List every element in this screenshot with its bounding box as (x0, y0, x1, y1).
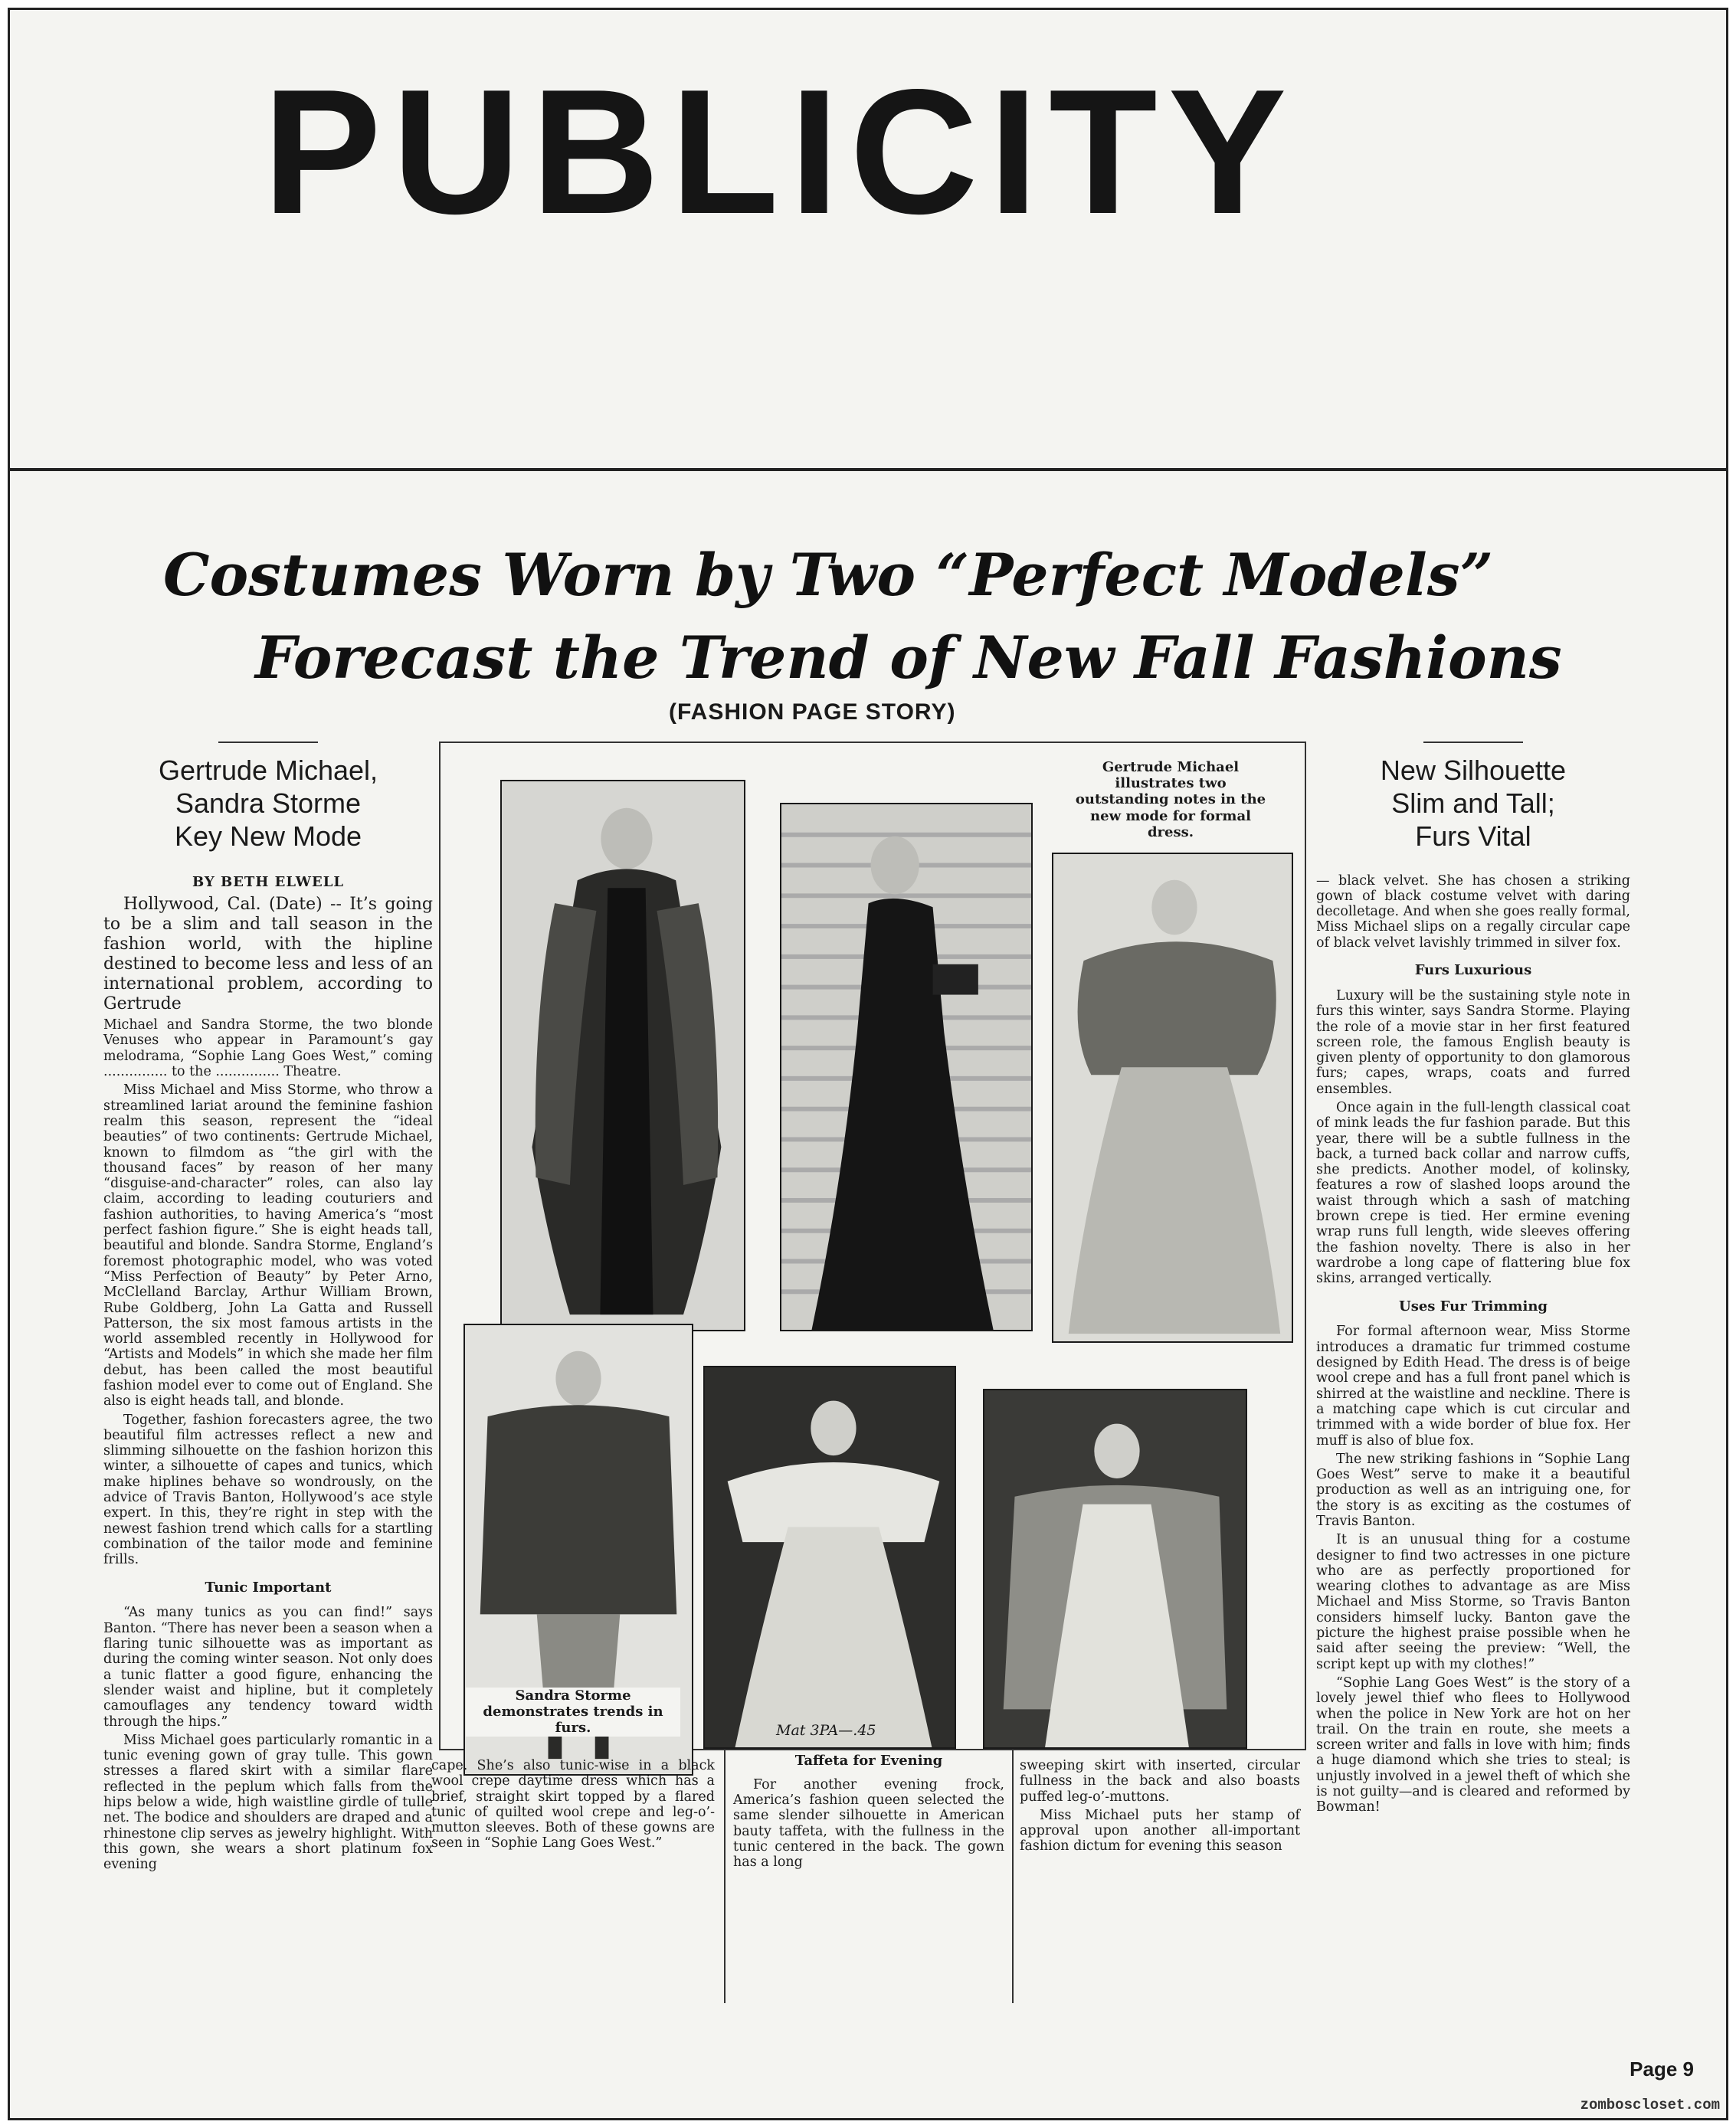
right-paragraph-2: Luxury will be the sustaining style note in furs this winter, says Sandra Storme. Playing the role of a movie star in her first featured screen role, the famous English beauty is given plenty of opportunity to don glamorous furs; capes, wraps, coats and furred ensembles. (1316, 987, 1630, 1097)
caption-sandra: Sandra Storme demonstrates trends in furs. (466, 1688, 680, 1737)
left-paragraph-1: Michael and Sandra Storme, the two blonde Venuses who appear in Paramount’s gay melodrama, “Sophie Lang Goes West,” coming ............... to the ............... Theatre. (103, 1017, 433, 1080)
story-tag: (FASHION PAGE STORY) (669, 699, 956, 725)
right-paragraph-3: Once again in the full-length classical coat of mink leads the fur fashion parade. But this year, there will be a subtle fullness in the back, a turned back collar and narrow cuffs, she predicts. Another model, of kolinsky, features a row of slashed loops around the waist through which a sash of matching brown crepe is tied. Her ermine evening wrap runs full length, wide sleeves offering the fashion novelty. There is also in her wardrobe a long cape of flattering blue fox skins, arranged vertically. (1316, 1100, 1630, 1287)
photo-frame-top-rule (439, 742, 1306, 743)
page-number: Page 9 (1630, 2058, 1694, 2081)
bottom-column-3 (1020, 1758, 1300, 2003)
left-kicker-line-1: Gertrude Michael, (158, 755, 378, 786)
right-kicker-line-3: Furs Vital (1415, 820, 1531, 853)
headline-line-1: Costumes Worn by Two “Perfect Models” (163, 541, 1494, 609)
subhead-furs-luxurious: Furs Luxurious (1414, 962, 1532, 979)
watermark: zomboscloset.com (1580, 2097, 1720, 2113)
left-paragraph-5: Miss Michael goes particularly romantic in a tunic evening gown of gray tulle. This gown stresses a flared skirt with a similar flare reflected in the peplum which falls from the hips below a wide, high waistline girdle of tulle net. The bodice and shoulders are draped and a rhinestone clip serves as jewelry highlight. With this gown, she wears a short platinum fox evening (103, 1732, 433, 1873)
left-kicker-line-3: Key New Mode (174, 820, 362, 853)
publicity-page (8, 8, 1728, 2120)
masthead-title: PUBLICITY (263, 53, 1298, 251)
left-paragraph-3: Together, fashion forecasters agree, the two beautiful film actresses reflect a new and slimming silhouette on the fashion horizon this winter, a silhouette of capes and tunics, which make hiplines behave so wondrously, on the advice of Travis Banton, Hollywood’s ace style expert. In this, they’re right in step with the newest fashion trend which calls for a startling combination of the tailor mode and feminine frills. (103, 1412, 433, 1568)
subhead-tunic-important: Tunic Important (205, 1579, 332, 1596)
left-column (103, 742, 433, 1873)
mat-label: Mat 3PA—.45 (776, 1722, 876, 1739)
bottom-paragraph-3: sweeping skirt with inserted, circular fullness in the back and also boasts puffed leg-o’-muttons. (1020, 1758, 1300, 1805)
masthead (10, 10, 1726, 468)
photo-sandra-white-gown (703, 1366, 956, 1749)
subhead-taffeta-for-evening: Taffeta for Evening (794, 1753, 943, 1769)
byline: BY BETH ELWELL (192, 873, 345, 890)
photo-gertrude-black-gown (780, 803, 1033, 1331)
right-paragraph-7: “Sophie Lang Goes West” is the story of a lovely jewel thief who flees to Hollywood when the police in New York are hot on her trail. On the train en route, she meets a screen writer and falls in love with him; finds a huge diamond which she tries to steal; is unjustly involved in a jewel theft of which she is not guilty—and is cleared and reformed by Bowman! (1316, 1675, 1630, 1815)
headline-line-2: Forecast the Trend of New Fall Fashions (255, 624, 1562, 692)
bottom-paragraph-1: cape. She’s also tunic-wise in a black wool crepe daytime dress which has a brief, straight skirt topped by a flared tunic of quilted wool crepe and leg-o’-mutton sleeves. Both of these gowns are seen in “Sophie Lang Goes West.” (431, 1758, 715, 1851)
left-paragraph-2: Miss Michael and Miss Storme, who throw a streamlined lariat around the feminine fashion realm this season, represent the “ideal beauties” of two continents: Gertrude Michael, known to filmdom as “the girl with the thousand faces” by reason of her many “disguise-and-character” roles, can also lay claim, according to leading couturiers and fashion authorities, to having America’s “most perfect fashion figure.” She is eight heads tall, beautiful and blonde. Sandra Storme, England’s foremost photographic model, who was voted “Miss Perfection of Beauty” by Peter Arno, McClelland Barclay, Arthur William Brown, Rube Goldberg, John La Gatta and Russell Patterson, the six most famous artists in the world assembled recently in Hollywood for “Artists and Models” in which she made her film debut, has been called the most beautiful fashion model ever to come out of England. She also is eight heads tall, and blonde. (103, 1082, 433, 1409)
left-paragraph-4: “As many tunics as you can find!” says Banton. “There has never been a season when a flaring tunic silhouette was as important as during the coming winter season. Not only does a tunic flatter a good figure, enhancing the slender waist and hipline, but it completely camouflages any tendency toward width through the hips.” (103, 1605, 433, 1730)
left-kicker-rule (218, 742, 318, 743)
bottom-paragraph-4: Miss Michael puts her stamp of approval upon another all-important fashion dictum for evening this season (1020, 1807, 1300, 1855)
bottom-paragraph-2: For another evening frock, America’s fashion queen selected the same slender silhouette in American bauty taffeta, with the fullness in the tunic centered in the back. The gown has a long (733, 1776, 1004, 1871)
right-kicker-rule (1423, 742, 1523, 743)
right-kicker (1316, 754, 1630, 853)
right-paragraph-6: It is an unusual thing for a costume designer to find two actresses in one picture who are as perfectly proportioned for wearing clothes to advantage as are Miss Michael and Miss Storme, so Travis Banton considers himself lucky. Banton gave the picture the highest praise possible when he said after seeing the preview: “Well, the script kept up with my clothes!” (1316, 1532, 1630, 1672)
right-kicker-line-2: Slim and Tall; (1391, 787, 1555, 820)
right-column (1316, 742, 1630, 2003)
photo-gertrude-fur-coat (500, 780, 745, 1331)
masthead-rule (10, 468, 1726, 471)
bottom-column-1 (431, 1758, 715, 2003)
right-kicker-line-1: New Silhouette (1380, 755, 1567, 786)
right-paragraph-1: — black velvet. She has chosen a striking gown of black costume velvet with daring decolletage. And when she goes really formal, Miss Michael slips on a regally circular cape of black velvet lavishly trimmed in silver fox. (1316, 872, 1630, 951)
left-kicker (103, 754, 433, 853)
caption-gertrude: Gertrude Michael illustrates two outstanding notes in the new mode for formal dress. (1075, 759, 1266, 840)
bottom-column-2 (733, 1747, 1004, 2003)
bottom-column-rule-2 (1012, 1750, 1014, 2003)
bottom-column-rule-1 (724, 1750, 726, 2003)
column-rule-right (1305, 742, 1306, 1749)
photo-gertrude-fur-cape (1052, 853, 1293, 1343)
lead-paragraph: Hollywood, Cal. (Date) -- It’s going to be a slim and tall season in the fashion world, with the hipline destined to become less and less of an international problem, according to Gertrude (103, 895, 433, 1014)
right-paragraph-5: The new striking fashions in “Sophie Lang Goes West” serve to make it a beautiful production as well as an intriguing one, for the story is as exciting as the costumes of Travis Banton. (1316, 1451, 1630, 1529)
column-rule-left (439, 742, 441, 1749)
left-kicker-line-2: Sandra Storme (175, 787, 362, 820)
subhead-uses-fur-trimming: Uses Fur Trimming (1399, 1298, 1548, 1314)
photo-sandra-silver-fox (983, 1389, 1247, 1749)
right-paragraph-4: For formal afternoon wear, Miss Storme introduces a dramatic fur trimmed costume designed by Edith Head. The dress is of beige wool crepe and has a full front panel which is shirred at the waistline and neckline. There is a matching cape which is cut circular and trimmed with a wide border of blue fox. Her muff is also of blue fox. (1316, 1324, 1630, 1449)
